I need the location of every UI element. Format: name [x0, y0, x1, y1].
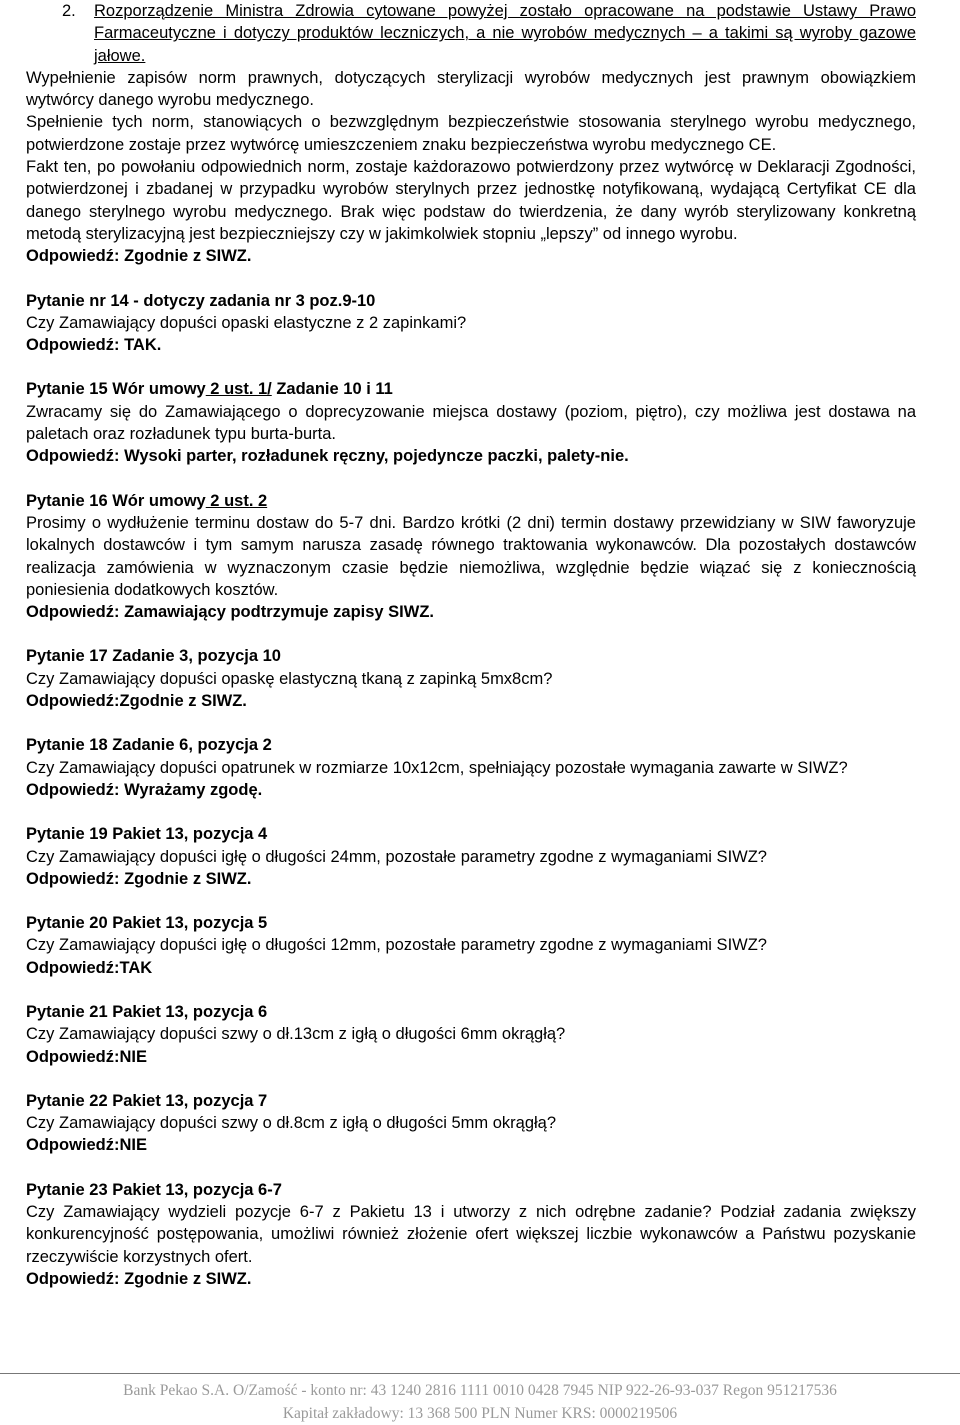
- answer: Odpowiedź:NIE: [26, 1047, 147, 1066]
- question-16: [26, 490, 916, 624]
- answer: Odpowiedź: TAK.: [26, 336, 162, 355]
- question-title-a: Pytanie 15 Wór umowy: [26, 380, 206, 399]
- paragraph: Spełnienie tych norm, stanowiących o bezwzględnym bezpieczeństwie stosowania sterylnego wyrobu medycznego, potwierdzone zostaje przez wytwórcę umieszczeniem znaku bezpieczeństwa wyrobu medycznego CE.: [26, 113, 916, 154]
- question-body: Czy Zamawiający dopuści opaski elastyczne z 2 zapinkami?: [26, 313, 467, 332]
- list-number: 2.: [62, 2, 76, 20]
- question-body: Czy Zamawiający dopuści opatrunek w rozmiarze 10x12cm, spełniający pozostałe wymagania zawarte w SIWZ?: [26, 758, 848, 777]
- paragraph: Fakt ten, po powołaniu odpowiednich norm, zostaje każdorazowo potwierdzony przez wytwórcę w Deklaracji Zgodności, potwierdzonej i zbadanej w przypadku wyrobów sterylnych przez jednostkę notyfikowaną, wydającą Certyfikat CE dla danego sterylnego wyrobu medycznego. Brak więc podstaw do twierdzenia, że dany wyrób sterylizowany konkretną metodą sterylizacyjną jest bezpieczniejszy czy w jakimkolwiek stopniu „lepszy” od innego wyrobu.: [26, 158, 916, 243]
- question-body: Czy Zamawiający dopuści igłę o długości 24mm, pozostałe parametry zgodne z wymaganiami SIWZ?: [26, 847, 767, 866]
- question-17: [26, 645, 916, 712]
- question-title-c: Zadanie 10 i 11: [271, 380, 393, 399]
- question-20: [26, 912, 916, 979]
- document-page: [26, 0, 916, 1290]
- list-item-text: Rozporządzenie Ministra Zdrowia cytowane powyżej zostało opracowane na podstawie Ustawy Prawo Farmaceutyczne i dotyczy produktów leczniczych, a nie wyrobów medycznych – a takimi są wyroby gazowe jałowe.: [94, 2, 916, 65]
- question-23: [26, 1179, 916, 1290]
- question-body: Prosimy o wydłużenie terminu dostaw do 5-7 dni. Bardzo krótki (2 dni) termin dostawy przewidziany w SIW faworyzuje lokalnych dostawców i tym samym narusza zasadę równego traktowania wykonawców. Dla pozostałych dostawców realizacja zamówienia w wyznaczonym czasie będzie niemożliwa, względnie będzie wiązać się z koniecznością poniesienia dodatkowych kosztów.: [26, 513, 916, 599]
- footer-capital-line: Kapitał zakładowy: 13 368 500 PLN Numer KRS: 0000219506: [282, 1405, 678, 1422]
- question-14: [26, 290, 916, 357]
- question-title: Pytanie nr 14 - dotyczy zadania nr 3 poz.9-10: [26, 291, 376, 310]
- question-title: Pytanie 20 Pakiet 13, pozycja 5: [26, 914, 268, 933]
- question-title: Pytanie 22 Pakiet 13, pozycja 7: [26, 1091, 268, 1110]
- question-22: [26, 1090, 916, 1157]
- question-body: Czy Zamawiający dopuści opaskę elastyczną tkaną z zapinką 5mx8cm?: [26, 669, 553, 688]
- question-body: Zwracamy się do Zamawiającego o doprecyzowanie miejsca dostawy (poziom, piętro), czy możliwa jest dostawa na paletach oraz rozładunek typu burta-burta.: [26, 402, 916, 444]
- question-title-a: Pytanie 16 Wór umowy: [26, 491, 206, 510]
- question-21: [26, 1001, 916, 1068]
- question-title: Pytanie 23 Pakiet 13, pozycja 6-7: [26, 1180, 282, 1199]
- footer-bank-line: Bank Pekao S.A. O/Zamość - konto nr: 43 1240 2816 1111 0010 0428 7945 NIP 922-26-93-037 Regon 951217536: [123, 1382, 837, 1399]
- question-title: [26, 378, 916, 400]
- question-title: Pytanie 21 Pakiet 13, pozycja 6: [26, 1002, 268, 1021]
- question-19: [26, 823, 916, 890]
- answer: Odpowiedź: Zgodnie z SIWZ.: [26, 247, 252, 266]
- answer: Odpowiedź: Wysoki parter, rozładunek ręczny, pojedyncze paczki, palety-nie.: [26, 447, 629, 466]
- question-title: Pytanie 19 Pakiet 13, pozycja 4: [26, 825, 268, 844]
- question-18: [26, 734, 916, 801]
- question-title: [26, 490, 916, 512]
- answer: Odpowiedź:NIE: [26, 1136, 147, 1155]
- answer: Odpowiedź: Zgodnie z SIWZ.: [26, 1269, 252, 1288]
- answer: Odpowiedź:TAK: [26, 958, 153, 977]
- question-body: Czy Zamawiający dopuści szwy o dł.13cm z igłą o długości 6mm okrągłą?: [26, 1025, 566, 1044]
- question-body: Czy Zamawiający dopuści igłę o długości 12mm, pozostałe parametry zgodne z wymaganiami SIWZ?: [26, 936, 767, 955]
- question-15: [26, 378, 916, 467]
- question-title-b: 2 ust. 2: [205, 491, 268, 510]
- question-body: Czy Zamawiający wydzieli pozycje 6-7 z Pakietu 13 i utworzy z nich odrębne zadanie? Podział zadania zwiększy konkurencyjność postępowania, umożliwi również złożenie ofert większej liczbie wykonawców a Państwu pozyskanie rzeczywiście korzystnych ofert.: [26, 1203, 916, 1266]
- paragraph: Wypełnienie zapisów norm prawnych, dotyczących sterylizacji wyrobów medycznych jest prawnym obowiązkiem wytwórcy danego wyrobu medycznego.: [26, 68, 916, 110]
- page-footer: [0, 1373, 960, 1425]
- answer: Odpowiedź:Zgodnie z SIWZ.: [26, 692, 247, 711]
- answer: Odpowiedź: Zamawiający podtrzymuje zapisy SIWZ.: [26, 603, 434, 622]
- answer: Odpowiedź: Wyrażamy zgodę.: [26, 780, 263, 799]
- list-item-2: [26, 0, 916, 67]
- question-body: Czy Zamawiający dopuści szwy o dł.8cm z igłą o długości 5mm okrągłą?: [26, 1114, 557, 1133]
- question-title: Pytanie 18 Zadanie 6, pozycja 2: [26, 736, 272, 755]
- answer: Odpowiedź: Zgodnie z SIWZ.: [26, 869, 252, 888]
- question-title-b: 2 ust. 1/: [205, 380, 272, 399]
- question-title: Pytanie 17 Zadanie 3, pozycja 10: [26, 647, 281, 666]
